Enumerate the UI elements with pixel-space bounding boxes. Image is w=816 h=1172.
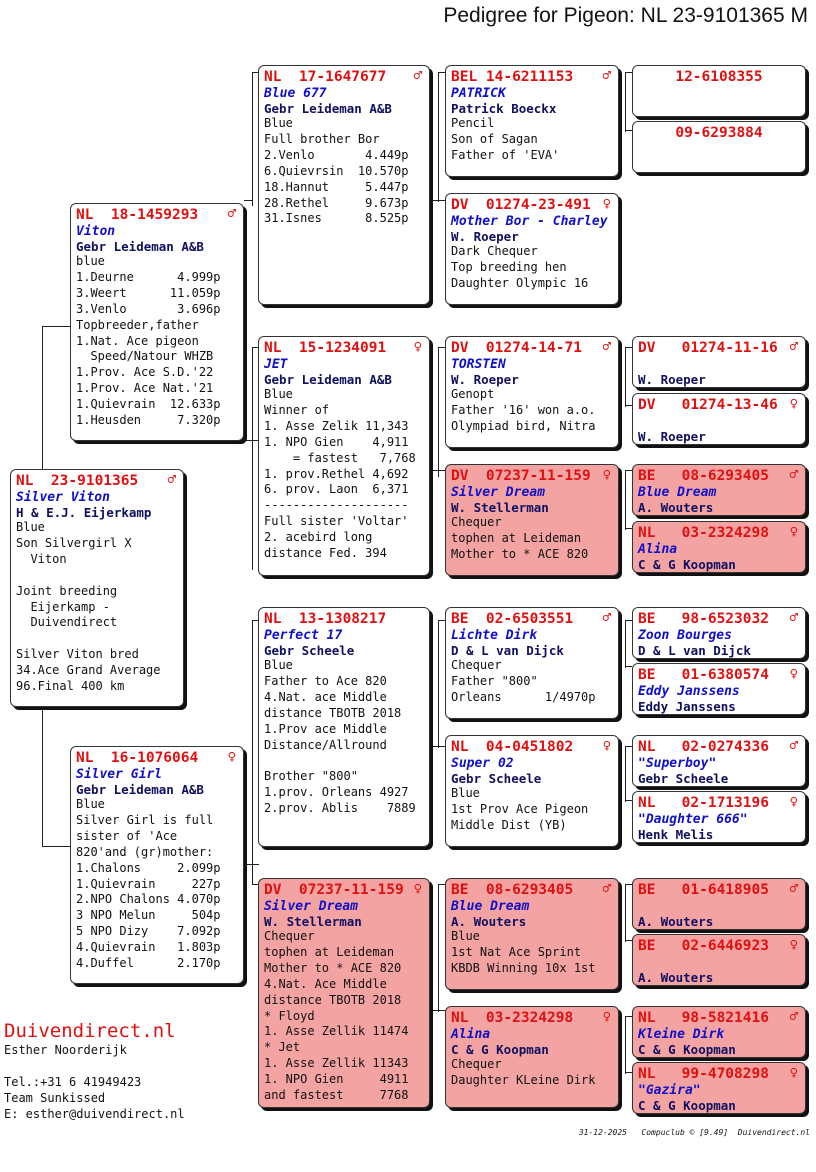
pedigree-info-line: 28.Rethel 9.673p <box>264 195 409 210</box>
sex-symbol-icon: ♀ <box>602 1009 611 1025</box>
pedigree-info-line: Top breeding hen <box>451 259 567 274</box>
pedigree-info-line: Daughter Olympic 16 <box>451 275 589 290</box>
pigeon-name: Lichte Dirk <box>451 628 538 643</box>
pedigree-info-line: 3.Weert 11.059p <box>76 285 221 300</box>
pedigree-info-line: Chequer <box>451 658 502 672</box>
sex-symbol-icon: ♀ <box>227 749 236 765</box>
pigeon-name-empty <box>638 357 800 372</box>
ring-number: BE 01-6380574 <box>638 667 769 683</box>
pedigree-info-line: distance TBOTB 2018 <box>264 992 402 1007</box>
pedigree-info-line: 1.Prov ace Middle <box>264 721 387 736</box>
ring-number: 12-6108355 <box>675 69 763 85</box>
pedigree-info-line <box>16 631 178 647</box>
pedigree-info-line: 1. Asse Zelik 11,343 <box>264 418 409 433</box>
sex-symbol-icon: ♀ <box>789 524 798 540</box>
pedigree-info-line: 1.prov. Orleans 4927 <box>264 785 409 800</box>
ring-number: BE 08-6293405 <box>638 468 769 484</box>
ring-number: NL 23-9101365 <box>16 473 139 489</box>
pigeon-name: Alina <box>638 542 678 557</box>
pigeon-name: "Superboy" <box>638 756 717 771</box>
pedigree-info-line: Eijerkamp - <box>16 599 110 614</box>
ring-number: NL 99-4708298 <box>638 1066 769 1082</box>
ring-number: NL 03-2324298 <box>451 1010 574 1026</box>
sex-symbol-icon: ♂ <box>789 467 798 483</box>
pigeon-name: TORSTEN <box>451 357 506 372</box>
breeder-name: C & G Koopman <box>638 1042 736 1057</box>
sex-symbol-icon: ♂ <box>789 610 798 626</box>
pedigree-info-line: 2.prov. Ablis 7889 <box>264 801 416 816</box>
pedigree-info-line: 1st Prov Ace Pigeon <box>451 801 589 816</box>
brand-block <box>4 1020 185 1122</box>
breeder-name: Henk Melis <box>638 827 714 842</box>
pedigree-info-line: 3.Venlo 3.696p <box>76 301 221 316</box>
sex-symbol-icon: ♀ <box>602 738 611 754</box>
pedigree-card-dam-dam[interactable] <box>258 878 430 1108</box>
ring-number: 09-6293884 <box>675 125 763 141</box>
breeder-name: C & G Koopman <box>638 1098 736 1113</box>
pedigree-card-g10[interactable] <box>632 663 806 715</box>
pigeon-name: Silver Viton <box>16 490 110 505</box>
breeder-name: Gebr Scheele <box>264 643 355 658</box>
pedigree-info-line: -------------------- <box>264 498 409 513</box>
pedigree-card-sire[interactable] <box>70 203 244 441</box>
pedigree-info-line: 1.Nat. Ace pigeon <box>76 333 199 348</box>
pedigree-card-g5[interactable] <box>632 336 806 388</box>
pedigree-info-line: Winner of <box>264 402 330 417</box>
ring-number: BE 02-6446923 <box>638 938 769 954</box>
pigeon-name-empty <box>638 899 800 914</box>
sex-symbol-icon: ♂ <box>602 339 611 355</box>
pedigree-card-g7[interactable] <box>632 464 806 516</box>
sex-symbol-icon: ♂ <box>789 738 798 754</box>
sex-symbol-icon: ♂ <box>602 68 611 84</box>
pedigree-info-line: 1.Prov. Ace Nat.'21 <box>76 381 214 396</box>
pedigree-card-sire-sire[interactable] <box>258 65 430 305</box>
pedigree-info-line: Joint breeding <box>16 583 118 598</box>
ring-number: BE 01-6418905 <box>638 882 769 898</box>
pedigree-info-line: 1. Asse Zellik 11474 <box>264 1024 409 1039</box>
pigeon-name-empty <box>638 414 800 429</box>
pedigree-info-line: Full sister 'Voltar' <box>264 514 409 529</box>
pedigree-card-g11[interactable] <box>632 735 806 787</box>
pedigree-info-line: Son of Sagan <box>451 131 538 146</box>
sex-symbol-icon: ♀ <box>602 196 611 212</box>
pigeon-name: PATRICK <box>451 86 506 101</box>
pedigree-info-line: Son Silvergirl X <box>16 535 132 550</box>
pedigree-info-line: Blue <box>264 116 293 130</box>
pigeon-name: Eddy Janssens <box>638 684 740 699</box>
brand-name: Duivendirect.nl <box>4 1020 176 1042</box>
pedigree-info-line: 4.Duffel 2.170p <box>76 956 221 971</box>
pigeon-name: Kleine Dirk <box>638 1027 725 1042</box>
pigeon-name: Viton <box>76 224 116 239</box>
pedigree-info-line: Daughter KLeine Dirk <box>451 1072 596 1087</box>
pedigree-info-line: * Floyd <box>264 1008 315 1023</box>
pedigree-card-ssd[interactable] <box>445 193 619 305</box>
breeder-name: Gebr Leideman A&B <box>76 239 204 254</box>
breeder-name: A. Wouters <box>638 500 714 515</box>
breeder-name: D & L van Dijck <box>638 643 751 658</box>
sex-symbol-icon: ♂ <box>789 881 798 897</box>
pedigree-card-g2[interactable] <box>632 121 806 173</box>
pedigree-info-line: Middle Dist (YB) <box>451 817 567 832</box>
pigeon-name: Perfect 17 <box>264 628 343 643</box>
breeder-name: H & E.J. Eijerkamp <box>16 505 152 520</box>
pedigree-card-dsd[interactable] <box>445 735 619 847</box>
pedigree-info-line: 1st Nat Ace Sprint <box>451 944 582 959</box>
ring-number: NL 02-0274336 <box>638 739 769 755</box>
pedigree-info-line: 18.Hannut 5.447p <box>264 179 409 194</box>
pedigree-info-line: 1. NPO Gien 4911 <box>264 1072 409 1087</box>
pedigree-info-line: Viton <box>16 551 67 566</box>
ring-number: NL 17-1647677 <box>264 69 387 85</box>
pedigree-info-line: Mother to * ACE 820 <box>264 960 402 975</box>
pedigree-info-line: 1. prov.Rethel 4,692 <box>264 466 409 481</box>
pedigree-info-line: Brother "800" <box>264 769 358 784</box>
pedigree-card-g15[interactable] <box>632 1006 806 1058</box>
pedigree-info-line: 1.Prov. Ace S.D.'22 <box>76 365 214 380</box>
sex-symbol-icon: ♀ <box>789 396 798 412</box>
sex-symbol-icon: ♂ <box>602 610 611 626</box>
sex-symbol-icon: ♂ <box>602 881 611 897</box>
pedigree-info-line: 2. acebird long <box>264 530 373 545</box>
ring-number: NL 98-5821416 <box>638 1010 769 1026</box>
sex-symbol-icon: ♀ <box>789 1065 798 1081</box>
pigeon-name: Blue 677 <box>264 86 327 101</box>
sex-symbol-icon: ♀ <box>413 339 422 355</box>
sex-symbol-icon: ♂ <box>227 206 236 222</box>
breeder-name: Patrick Boeckx <box>451 101 557 116</box>
sex-symbol-icon: ♂ <box>789 339 798 355</box>
pedigree-card-g1[interactable] <box>632 65 806 117</box>
pedigree-info-line: Duivendirect <box>16 615 118 630</box>
brand-contact <box>4 1042 185 1122</box>
breeder-name: A. Wouters <box>451 914 527 929</box>
pigeon-name: Silver Dream <box>264 899 358 914</box>
breeder-name: Gebr Leideman A&B <box>76 782 204 797</box>
pedigree-info-line: 34.Ace Grand Average <box>16 663 161 678</box>
pedigree-info-line: and fastest 7768 <box>264 1088 409 1103</box>
sex-symbol-icon: ♂ <box>413 68 422 84</box>
sex-symbol-icon: ♀ <box>789 666 798 682</box>
pedigree-card-g13[interactable] <box>632 878 806 930</box>
ring-number: BE 98-6523032 <box>638 611 769 627</box>
pedigree-info-line: Speed/Natour WHZB <box>76 349 214 364</box>
pedigree-card-sss[interactable] <box>445 65 619 177</box>
pedigree-card-ddd[interactable] <box>445 1006 619 1108</box>
breeder-name: W. Roeper <box>451 372 519 387</box>
pedigree-info-line: Orleans 1/4970p <box>451 689 596 704</box>
pigeon-name: Blue Dream <box>638 485 717 500</box>
breeder-name: Gebr Scheele <box>638 771 729 786</box>
pedigree-info-line: Blue <box>264 387 293 401</box>
pedigree-info-line: 2.Venlo 4.449p <box>264 147 409 162</box>
pigeon-name: Silver Girl <box>76 767 163 782</box>
pedigree-card-subject[interactable] <box>10 469 184 707</box>
pedigree-info-line: Chequer <box>451 515 502 529</box>
breeder-name: W. Roeper <box>638 372 706 387</box>
breeder-name: Gebr Leideman A&B <box>264 372 392 387</box>
pedigree-card-g12[interactable] <box>632 791 806 843</box>
breeder-name: W. Stellerman <box>451 500 549 515</box>
pedigree-info-line: blue <box>76 254 105 268</box>
pedigree-card-sds[interactable] <box>445 336 619 448</box>
pedigree-card-g9[interactable] <box>632 607 806 659</box>
breeder-name: A. Wouters <box>638 970 714 985</box>
ring-number: BEL 14-6211153 <box>451 69 574 85</box>
ring-number: NL 02-1713196 <box>638 795 769 811</box>
pedigree-info-line: Father "800" <box>451 673 538 688</box>
ring-number: NL 16-1076064 <box>76 750 199 766</box>
sex-symbol-icon: ♂ <box>167 472 176 488</box>
sex-symbol-icon: ♀ <box>789 937 798 953</box>
breeder-name: A. Wouters <box>638 914 714 929</box>
breeder-name: W. Roeper <box>638 429 706 444</box>
pedigree-info-line: tophen at Leideman <box>451 530 582 545</box>
pedigree-info-line: KBDB Winning 10x 1st <box>451 960 596 975</box>
pedigree-card-g14[interactable] <box>632 934 806 986</box>
pedigree-card-sdd[interactable] <box>445 464 619 576</box>
pedigree-info-line: Genopt <box>451 387 495 401</box>
pedigree-card-sire-dam[interactable] <box>258 336 430 576</box>
pedigree-info-line: 1.Quievrain 227p <box>76 876 221 891</box>
ring-number: DV 01274-11-16 <box>638 340 778 356</box>
pedigree-info-line: tophen at Leideman <box>264 944 395 959</box>
pedigree-info-line: Blue <box>264 658 293 672</box>
breeder-name: Gebr Scheele <box>451 771 542 786</box>
pigeon-name-empty <box>638 955 800 970</box>
pedigree-info-line: 1.Chalons 2.099p <box>76 860 221 875</box>
page-title: Pedigree for Pigeon: NL 23-9101365 M <box>443 4 808 27</box>
pedigree-info-line: Father to Ace 820 <box>264 673 387 688</box>
pedigree-info-line: Olympiad bird, Nitra <box>451 418 596 433</box>
pigeon-name: Super 02 <box>451 756 514 771</box>
pedigree-info-line: Distance/Allround <box>264 737 387 752</box>
pigeon-name: Zoon Bourges <box>638 628 732 643</box>
pedigree-info-line: 6.Quievrsin 10.570p <box>264 163 409 178</box>
pigeon-name: Mother Bor - Charley <box>451 214 608 229</box>
pedigree-info-line: 4.Quievrain 1.803p <box>76 940 221 955</box>
pedigree-info-line: 1.Quievrain 12.633p <box>76 397 221 412</box>
ring-number: DV 07237-11-159 <box>451 468 591 484</box>
pedigree-info-line: 1.Heusden 7.320p <box>76 413 221 428</box>
pedigree-info-line: Topbreeder,father <box>76 317 199 332</box>
pedigree-info-line: 4.Nat. Ace Middle <box>264 976 387 991</box>
pedigree-card-dds[interactable] <box>445 878 619 990</box>
ring-number: BE 08-6293405 <box>451 882 574 898</box>
pedigree-info-line: 2.NPO Chalons 4.070p <box>76 892 221 907</box>
ring-number: DV 07237-11-159 <box>264 882 404 898</box>
ring-number: DV 01274-14-71 <box>451 340 582 356</box>
pedigree-info-line: Silver Viton bred <box>16 647 139 662</box>
ring-number: DV 01274-23-491 <box>451 197 591 213</box>
breeder-name: W. Stellerman <box>264 914 362 929</box>
pedigree-info-line: distance TBOTB 2018 <box>264 705 402 720</box>
pedigree-info-line: Chequer <box>264 929 315 943</box>
pedigree-info-line: Full brother Bor <box>264 131 380 146</box>
pedigree-card-g8[interactable] <box>632 521 806 573</box>
pedigree-info-line: 5 NPO Dizy 7.092p <box>76 924 221 939</box>
ring-number: NL 18-1459293 <box>76 207 199 223</box>
pedigree-info-line: Blue <box>451 929 480 943</box>
pedigree-card-g16[interactable] <box>632 1062 806 1114</box>
breeder-name: W. Roeper <box>451 229 519 244</box>
pedigree-info-line: Blue <box>451 786 480 800</box>
sex-symbol-icon: ♀ <box>413 881 422 897</box>
pedigree-info-line: distance Fed. 394 <box>264 546 387 561</box>
ring-number: NL 15-1234091 <box>264 340 387 356</box>
pedigree-info-line: 6. prov. Laon 6,371 <box>264 482 409 497</box>
pedigree-info-line: Father of 'EVA' <box>451 147 560 162</box>
pedigree-info-line <box>16 568 178 584</box>
brand-contact-line: Esther Noorderijk <box>4 1043 127 1057</box>
pigeon-name: Blue Dream <box>451 899 530 914</box>
breeder-name: Eddy Janssens <box>638 699 736 714</box>
pigeon-name: Silver Dream <box>451 485 545 500</box>
ring-number: NL 03-2324298 <box>638 525 769 541</box>
pedigree-info-line <box>264 753 424 769</box>
pigeon-name: "Gazira" <box>638 1083 701 1098</box>
pigeon-name: "Daughter 666" <box>638 812 748 827</box>
brand-contact-line: E: esther@duivendirect.nl <box>4 1107 185 1121</box>
pedigree-info-line: 1. Asse Zellik 11343 <box>264 1056 409 1071</box>
pedigree-info-line: * Jet <box>264 1040 301 1055</box>
pedigree-info-line: Blue <box>76 797 105 811</box>
pedigree-info-line: Father '16' won a.o. <box>451 402 596 417</box>
brand-contact-line <box>4 1058 185 1074</box>
brand-contact-line: Team Sunkissed <box>4 1091 106 1105</box>
pedigree-info-line: Blue <box>16 520 45 534</box>
pedigree-card-dam[interactable] <box>70 746 244 984</box>
ring-number: BE 02-6503551 <box>451 611 574 627</box>
pedigree-card-dss[interactable] <box>445 607 619 719</box>
breeder-name: C & G Koopman <box>451 1042 549 1057</box>
pigeon-name: JET <box>264 357 288 372</box>
pigeon-name: Alina <box>451 1027 491 1042</box>
pedigree-info-line: Chequer <box>451 1057 502 1071</box>
pedigree-info-line: Mother to * ACE 820 <box>451 546 589 561</box>
pedigree-info-line: 31.Isnes 8.525p <box>264 211 409 226</box>
footer-credit: 31-12-2025 Compuclub © [9.49] Duivendirect.nl <box>578 1128 810 1137</box>
pedigree-info-line: 3 NPO Melun 504p <box>76 908 221 923</box>
sex-symbol-icon: ♂ <box>789 1009 798 1025</box>
breeder-name: D & L van Dijck <box>451 643 564 658</box>
pedigree-info-line: Pencil <box>451 116 495 130</box>
ring-number: NL 04-0451802 <box>451 739 574 755</box>
pedigree-info-line: 96.Final 400 km <box>16 679 125 694</box>
pedigree-info-line: Silver Girl is full <box>76 812 214 827</box>
breeder-name: Gebr Leideman A&B <box>264 101 392 116</box>
breeder-name: C & G Koopman <box>638 557 736 572</box>
pedigree-info-line: Dark Chequer <box>451 244 538 258</box>
pedigree-info-line: 820'and (gr)mother: <box>76 844 214 859</box>
pedigree-card-dam-sire[interactable] <box>258 607 430 847</box>
pedigree-info-line: 4.Nat. ace Middle <box>264 689 387 704</box>
sex-symbol-icon: ♀ <box>789 794 798 810</box>
pedigree-card-g6[interactable] <box>632 393 806 445</box>
pedigree-info-line: 1.Deurne 4.999p <box>76 269 221 284</box>
brand-contact-line: Tel.:+31 6 41949423 <box>4 1075 142 1089</box>
ring-number: NL 13-1308217 <box>264 611 387 627</box>
pedigree-info-line: sister of 'Ace <box>76 828 178 843</box>
pedigree-info-line: = fastest 7,768 <box>264 450 416 465</box>
ring-number: DV 01274-13-46 <box>638 397 778 413</box>
sex-symbol-icon: ♀ <box>602 467 611 483</box>
pedigree-info-line: 1. NPO Gien 4,911 <box>264 434 409 449</box>
